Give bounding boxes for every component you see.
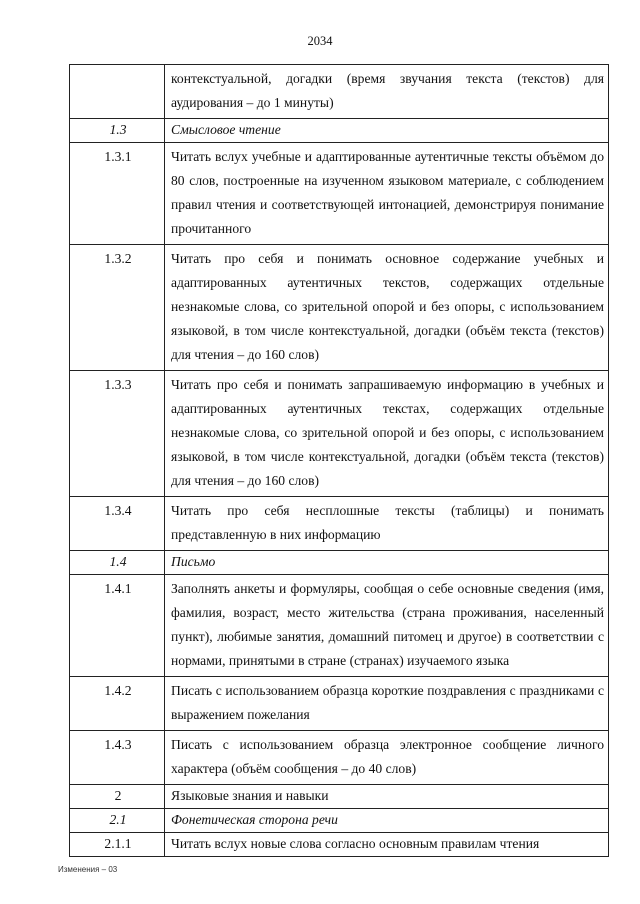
section-row: [70, 119, 609, 143]
table-row: [70, 65, 609, 119]
requirements-table: [69, 64, 609, 857]
table-row: [70, 245, 609, 371]
section-code: 2.1: [70, 809, 165, 833]
row-text: Писать с использованием образца короткие поздравления с праздниками с выражением пожелания: [165, 677, 609, 731]
table-row: [70, 677, 609, 731]
section-row: [70, 809, 609, 833]
row-code: [70, 65, 165, 119]
table-row: [70, 575, 609, 677]
page-footer: Изменения – 03: [58, 865, 118, 874]
section-title: Письмо: [165, 551, 609, 575]
table-row: [70, 731, 609, 785]
section-row: [70, 551, 609, 575]
row-code: 1.3.3: [70, 371, 165, 497]
section-code: 1.3: [70, 119, 165, 143]
section-code: 1.4: [70, 551, 165, 575]
row-code: 2.1.1: [70, 833, 165, 857]
row-code: 1.4.3: [70, 731, 165, 785]
section-title: Смысловое чтение: [165, 119, 609, 143]
page-number: 2034: [307, 34, 333, 48]
table-row: [70, 371, 609, 497]
row-code: 1.3.4: [70, 497, 165, 551]
row-text: Писать с использованием образца электронное сообщение личного характера (объём сообщения – до 40 слов): [165, 731, 609, 785]
table-row: [70, 497, 609, 551]
table-row: [70, 785, 609, 809]
row-code: 1.3.2: [70, 245, 165, 371]
row-text: Читать вслух новые слова согласно основным правилам чтения: [165, 833, 609, 857]
table-row: [70, 833, 609, 857]
row-text: Заполнять анкеты и формуляры, сообщая о себе основные сведения (имя, фамилия, возраст, место жительства (страна проживания, населенный пункт), любимые занятия, домашний питомец и другое) в соответствии с нормами, принятыми в стране (странах) изучаемого языка: [165, 575, 609, 677]
table-row: [70, 143, 609, 245]
row-text: Читать про себя и понимать основное содержание учебных и адаптированных аутентичных текстов, содержащих отдельные незнакомые слова, со зрительной опорой и без опоры, с использованием языковой, в том числе контекстуальной, догадки (объём текста (текстов) для чтения – до 160 слов): [165, 245, 609, 371]
row-code: 1.3.1: [70, 143, 165, 245]
row-text: Читать вслух учебные и адаптированные аутентичные тексты объёмом до 80 слов, построенные на изученном языковом материале, с соблюдением правил чтения и соответствующей интонацией, демонстрируя понимание прочитанного: [165, 143, 609, 245]
section-title: Фонетическая сторона речи: [165, 809, 609, 833]
row-text: Языковые знания и навыки: [165, 785, 609, 809]
row-code: 1.4.1: [70, 575, 165, 677]
row-text: контекстуальной, догадки (время звучания текста (текстов) для аудирования – до 1 минуты): [165, 65, 609, 119]
row-text: Читать про себя несплошные тексты (таблицы) и понимать представленную в них информацию: [165, 497, 609, 551]
row-code: 2: [70, 785, 165, 809]
row-code: 1.4.2: [70, 677, 165, 731]
row-text: Читать про себя и понимать запрашиваемую информацию в учебных и адаптированных аутентичных текстах, содержащих отдельные незнакомые слова, со зрительной опорой и без опоры, с использованием языковой, в том числе контекстуальной, догадки (объём текста (текстов) для чтения – до 160 слов): [165, 371, 609, 497]
